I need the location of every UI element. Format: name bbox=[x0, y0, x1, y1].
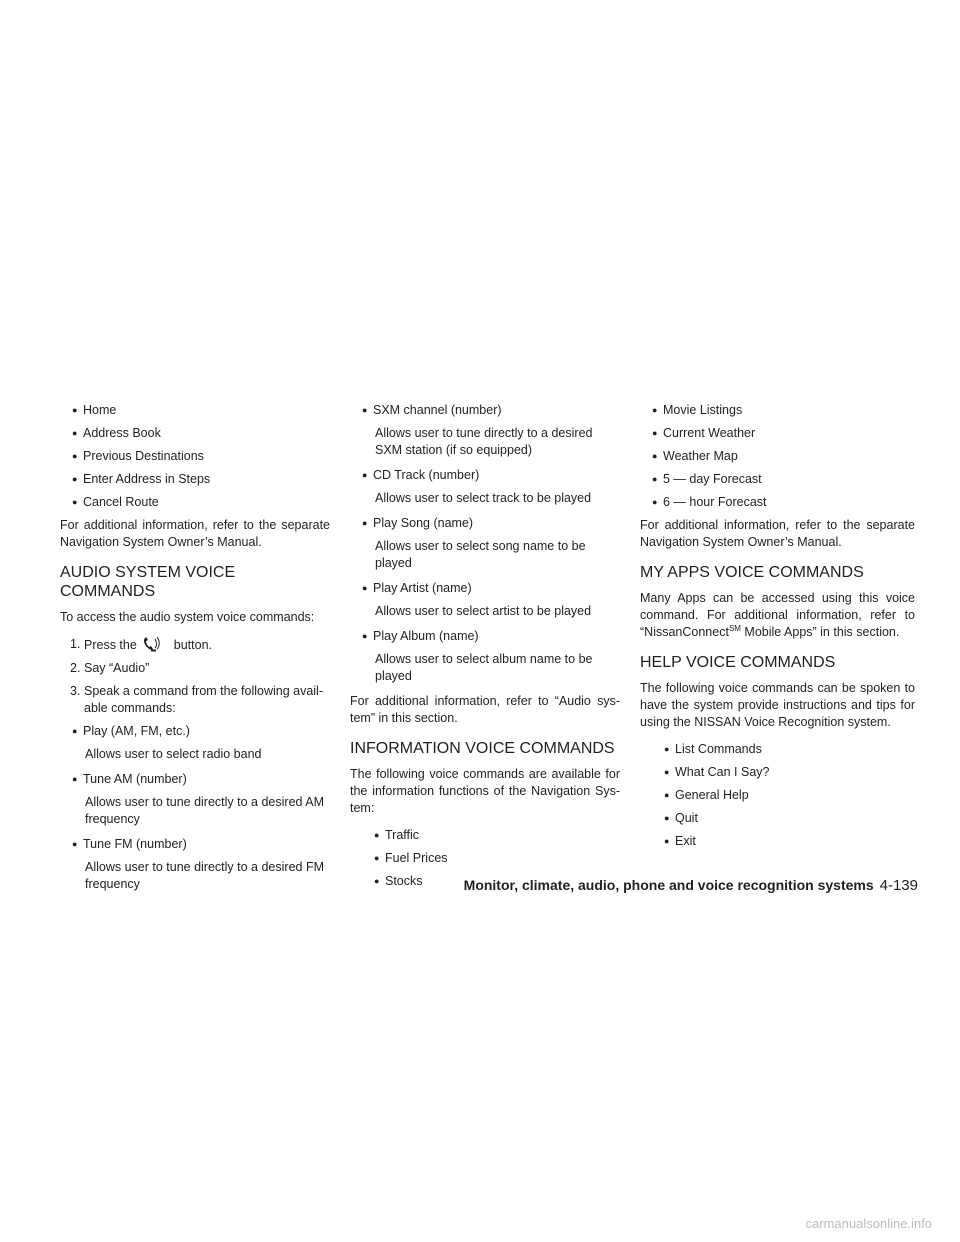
list-item: ● Play Album (name) bbox=[350, 628, 620, 645]
list-item-desc: Allows user to tune directly to a desired SXM station (if so equipped) bbox=[375, 426, 593, 457]
heading-line: AUDIO SYSTEM VOICE bbox=[60, 564, 236, 581]
list-item-desc: Allows user to select song name to be played bbox=[375, 539, 586, 570]
list-item: ● Play (AM, FM, etc.) bbox=[60, 723, 330, 740]
step-number: 1. bbox=[70, 637, 81, 651]
step-1 bbox=[60, 636, 330, 654]
list-item-desc: Allows user to select track to be played bbox=[375, 491, 592, 505]
list-item: ● General Help bbox=[652, 787, 915, 804]
list-item: ● Current Weather bbox=[640, 425, 915, 442]
list-item: ● Exit bbox=[652, 833, 915, 850]
list-item: ● SXM channel (number) bbox=[350, 402, 620, 419]
list-item: ● Play Song (name) bbox=[350, 515, 620, 532]
list-item-desc: Allows user to tune directly to a desired AM frequency bbox=[85, 795, 325, 826]
list-item: ● Cancel Route bbox=[60, 494, 330, 511]
list-item: ● Weather Map bbox=[640, 448, 915, 465]
paragraph: For additional information, refer to the separate Navigation System Owner’s Manual. bbox=[60, 518, 330, 549]
step-text: Speak a command from the following avail- able commands: bbox=[84, 684, 324, 715]
phone-voice-icon bbox=[142, 636, 162, 652]
list-item-desc: Allows user to select artist to be played bbox=[375, 604, 592, 618]
section-heading-audio bbox=[60, 563, 330, 601]
list-item-desc: Allows user to select radio band bbox=[85, 747, 262, 761]
column-1 bbox=[60, 402, 330, 901]
page-number: 4-139 bbox=[879, 877, 918, 894]
step-2 bbox=[60, 660, 330, 677]
column-3 bbox=[640, 402, 915, 856]
list-item: ● 5 — day Forecast bbox=[640, 471, 915, 488]
paragraph: The following voice commands are available for the information functions of the Navigation Sys- tem: bbox=[350, 767, 620, 815]
heading-line: COMMANDS bbox=[60, 583, 156, 600]
section-heading-information: INFORMATION VOICE COMMANDS bbox=[350, 740, 615, 757]
step-number: 2. bbox=[70, 661, 81, 675]
list-item: ● 6 — hour Forecast bbox=[640, 494, 915, 511]
list-item: ● List Commands bbox=[652, 741, 915, 758]
list-item: ● Home bbox=[60, 402, 330, 419]
paragraph-text: Mobile Apps” in this section. bbox=[744, 625, 900, 639]
step-text: Say “Audio” bbox=[84, 661, 150, 675]
list-item: ● Movie Listings bbox=[640, 402, 915, 419]
step-text: button. bbox=[173, 638, 213, 652]
list-item-desc: Allows user to tune directly to a desired FM frequency bbox=[85, 860, 324, 891]
list-item: ● Play Artist (name) bbox=[350, 580, 620, 597]
list-item: ● Address Book bbox=[60, 425, 330, 442]
list-item: ● Enter Address in Steps bbox=[60, 471, 330, 488]
list-item: ● Traffic bbox=[362, 827, 620, 844]
list-item: ● Stocks bbox=[362, 873, 620, 890]
section-heading-help: HELP VOICE COMMANDS bbox=[640, 654, 836, 671]
paragraph: For additional information, refer to the separate Navigation System Owner’s Manual. bbox=[640, 518, 915, 549]
list-item: ● Tune AM (number) bbox=[60, 771, 330, 788]
column-2 bbox=[350, 402, 620, 896]
list-item: ● What Can I Say? bbox=[652, 764, 915, 781]
service-mark: SM bbox=[728, 623, 741, 633]
step-number: 3. bbox=[70, 684, 81, 698]
watermark-text: carmanualsonline.info bbox=[805, 1216, 932, 1231]
list-item: ● CD Track (number) bbox=[350, 467, 620, 484]
footer-section-title: Monitor, climate, audio, phone and voice recognition systems bbox=[463, 877, 874, 893]
paragraph-text: Many Apps can be accessed using this voice command. For additional information, refer to “NissanConnect bbox=[640, 591, 915, 639]
list-item: ● Quit bbox=[652, 810, 915, 827]
paragraph: For additional information, refer to “Audio sys- tem” in this section. bbox=[350, 694, 620, 725]
paragraph: The following voice commands can be spoken to have the system provide instructions and tips for using the NISSAN Voice Recognition system. bbox=[640, 681, 915, 729]
paragraph bbox=[640, 590, 915, 641]
section-heading-my-apps: MY APPS VOICE COMMANDS bbox=[640, 564, 864, 581]
step-text: Press the bbox=[84, 638, 137, 652]
list-item-desc: Allows user to select album name to be played bbox=[375, 652, 593, 683]
step-3 bbox=[60, 683, 330, 717]
paragraph: To access the audio system voice commands: bbox=[60, 610, 315, 624]
list-item: ● Previous Destinations bbox=[60, 448, 330, 465]
list-item: ● Tune FM (number) bbox=[60, 836, 330, 853]
page-footer bbox=[464, 877, 918, 894]
list-item: ● Fuel Prices bbox=[362, 850, 620, 867]
